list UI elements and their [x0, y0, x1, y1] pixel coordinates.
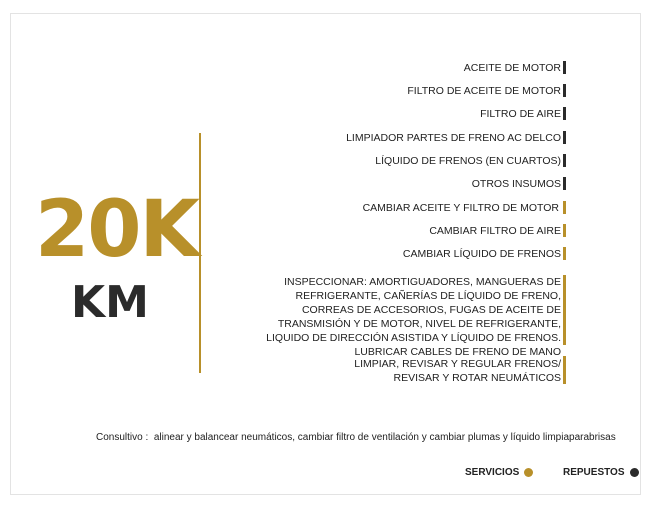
legend-servicios-label: SERVICIOS [465, 467, 520, 478]
repuesto-bar [563, 107, 566, 120]
repuesto-bar [563, 131, 566, 144]
repuesto-bar [563, 84, 566, 97]
servicio-bar [563, 356, 566, 384]
servicio-bar [563, 224, 566, 237]
list-item-limpiador-freno: LIMPIADOR PARTES DE FRENO AC DELCO [346, 132, 561, 144]
list-item-cambiar-filtro-aire: CAMBIAR FILTRO DE AIRE [429, 225, 561, 237]
list-item-cambiar-aceite: CAMBIAR ACEITE Y FILTRO DE MOTOR [362, 202, 559, 214]
advisory-prefix: Consultivo : [96, 432, 149, 443]
list-item-liquido-frenos: LÍQUIDO DE FRENOS (EN CUARTOS) [375, 155, 561, 167]
legend-repuestos [563, 467, 639, 478]
legend-servicios [465, 467, 533, 478]
mileage-unit: KM [71, 277, 149, 328]
list-item-cambiar-liquido: CAMBIAR LÍQUIDO DE FRENOS [402, 248, 561, 260]
advisory-text: alinear y balancear neumáticos, cambiar filtro de ventilación y cambiar plumas y líquido limpiaparabrisas [153, 432, 616, 443]
repuesto-bar [563, 154, 566, 167]
servicio-bar [563, 247, 566, 260]
legend-repuestos-label: REPUESTOS [563, 467, 625, 478]
servicio-bar [563, 275, 566, 345]
servicio-bar [563, 201, 566, 214]
mileage-value: 20K [35, 185, 198, 275]
list-item-filtro-aceite: FILTRO DE ACEITE DE MOTOR [407, 85, 561, 97]
advisory-note [96, 432, 636, 443]
list-item-inspeccionar: INSPECCIONAR: AMORTIGUADORES, MANGUERAS DE REFRIGERANTE, CAÑERÍAS DE LÍQUIDO DE FRENO, CORREAS DE ACCESORIOS, FUGAS DE ACEITE DE TRANSMISIÓN Y DE MOTOR, NIVEL DE REFRIGERANTE, LIQUIDO DE DIRECCIÓN ASISTIDA Y LÍQUIDO DE FRENOS. LUBRICAR CABLES DE FRENO DE MANO [266, 276, 561, 358]
list-item-otros-insumos: OTROS INSUMOS [471, 178, 561, 190]
repuesto-bar [563, 61, 566, 74]
gold-dot-icon [524, 468, 533, 477]
repuesto-bar [563, 177, 566, 190]
list-item-limpiar-frenos: LIMPIAR, REVISAR Y REGULAR FRENOS/ REVISAR Y ROTAR NEUMÁTICOS [354, 358, 561, 384]
dark-dot-icon [630, 468, 639, 477]
divider-line [199, 133, 201, 373]
list-item-filtro-aire: FILTRO DE AIRE [480, 108, 561, 120]
list-item-aceite-motor: ACEITE DE MOTOR [463, 62, 561, 74]
